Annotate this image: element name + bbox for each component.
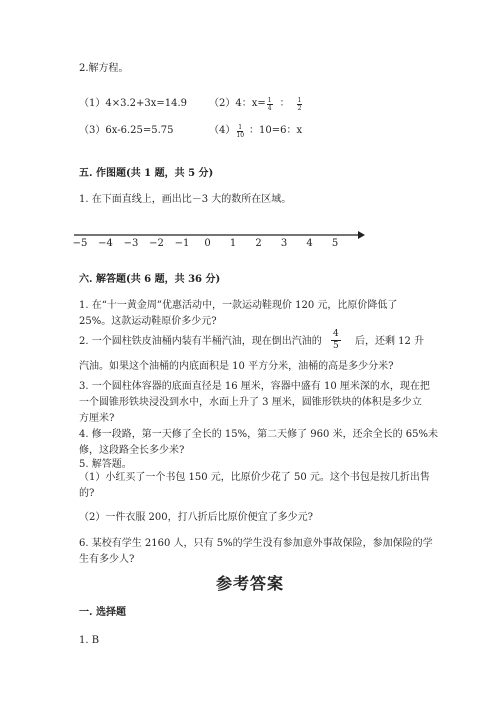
equation-4-suffix: ：10=6：x bbox=[249, 125, 303, 136]
question-6-1-line-1: 1. 在“十一黄金周”优惠活动中，一款运动鞋现价 120 元，比原价降低了 bbox=[79, 300, 398, 311]
equation-4 bbox=[209, 122, 302, 140]
question-6-2-line-1a: 2. 一个圆柱铁皮油桶内装有半桶汽油，现在倒出汽油的 bbox=[79, 336, 322, 347]
equation-4-prefix: （4） bbox=[209, 125, 236, 136]
number-line-label: 4 bbox=[306, 238, 313, 249]
question-6-3-line-1: 3. 一个圆柱体容器的底面直径是 16 厘米，容器中盛有 10 厘米深的水，现在把 bbox=[79, 381, 430, 392]
section-6-heading: 六. 解答题(共 6 题，共 36 分) bbox=[79, 274, 221, 285]
question-6-2-line-1b: 后，还剩 12 升 bbox=[355, 336, 425, 347]
question-6-4-line-1: 4. 修一段路，第一天修了全长的 15%，第二天修了 960 米，还余全长的 65%未 bbox=[79, 429, 438, 440]
number-line-label: −5 bbox=[72, 238, 88, 249]
number-line-label: −2 bbox=[149, 238, 164, 249]
section-5-heading: 五. 作图题(共 1 题，共 5 分) bbox=[79, 168, 214, 179]
fraction-numerator: 4 bbox=[333, 329, 339, 339]
equation-2-prefix: （2）4：x= bbox=[209, 98, 266, 109]
fraction-denominator: 2 bbox=[297, 104, 302, 112]
number-line-label: 3 bbox=[280, 238, 288, 249]
fraction-one-quarter bbox=[267, 97, 273, 112]
answer-key-title: 参考答案 bbox=[215, 574, 284, 593]
number-line-label: −4 bbox=[98, 238, 113, 249]
number-line-label: −3 bbox=[123, 238, 139, 249]
number-line bbox=[70, 225, 365, 255]
question-6-4-line-2: 修，这段路全长多少米? bbox=[79, 445, 185, 456]
question-6-6-line-1: 6. 某校有学生 2160 人，只有 5%的学生没有参加意外事故保险，参加保险的学 bbox=[79, 538, 433, 549]
question-6-5-1-line-2: 的? bbox=[79, 488, 95, 499]
fraction-one-tenth bbox=[236, 124, 244, 139]
fraction-numerator: 1 bbox=[297, 96, 302, 104]
ratio-separator: ： bbox=[279, 98, 290, 109]
number-line-arrowhead bbox=[358, 231, 365, 239]
equation-3: （3）6x-6.25=5.75 bbox=[79, 125, 174, 136]
equation-2 bbox=[209, 95, 303, 113]
question-6-5-1-line-1: （1）小红买了一个书包 150 元，比原价少花了 50 元。这个书包是按几折出售 bbox=[79, 472, 430, 483]
question-6-5-2: （2）一件衣服 200，打八折后比原价便宜了多少元? bbox=[79, 512, 313, 523]
question-6-3-line-3: 方厘米? bbox=[79, 413, 115, 424]
fraction-numerator: 1 bbox=[267, 96, 272, 104]
number-line-label: 0 bbox=[204, 238, 211, 249]
number-line-label: 1 bbox=[229, 238, 237, 249]
section-5-question-1: 1. 在下面直线上，画出比－3 大的数所在区域。 bbox=[79, 194, 292, 205]
question-6-5-heading: 5. 解答题。 bbox=[79, 459, 132, 470]
number-line-label: 2 bbox=[255, 238, 262, 249]
question-2-heading: 2.解方程。 bbox=[79, 63, 129, 74]
fraction-denominator: 10 bbox=[236, 131, 245, 139]
fraction-four-fifths bbox=[331, 329, 341, 352]
fraction-denominator: 5 bbox=[333, 341, 339, 351]
answer-1: 1. B bbox=[79, 635, 100, 646]
answer-section-1-heading: 一. 选择题 bbox=[79, 607, 126, 618]
fraction-one-half bbox=[297, 97, 303, 112]
fraction-numerator: 1 bbox=[238, 123, 243, 131]
question-6-6-line-2: 生有多少人? bbox=[79, 554, 135, 565]
number-line-label: −1 bbox=[174, 238, 190, 249]
number-line-label: 5 bbox=[331, 238, 339, 249]
fraction-denominator: 4 bbox=[267, 104, 272, 112]
question-6-2-line-2: 汽油。如果这个油桶的内底面积是 10 平方分米，油桶的高是多少分米? bbox=[79, 361, 394, 372]
question-6-3-line-2: 一个圆锥形铁块浸没到水中，水面上升了 3 厘米，圆锥形铁块的体积是多少立 bbox=[79, 397, 422, 408]
equation-1: （1）4×3.2+3x=14.9 bbox=[79, 98, 188, 109]
question-6-1-line-2: 25%。这款运动鞋原价多少元? bbox=[79, 316, 217, 327]
